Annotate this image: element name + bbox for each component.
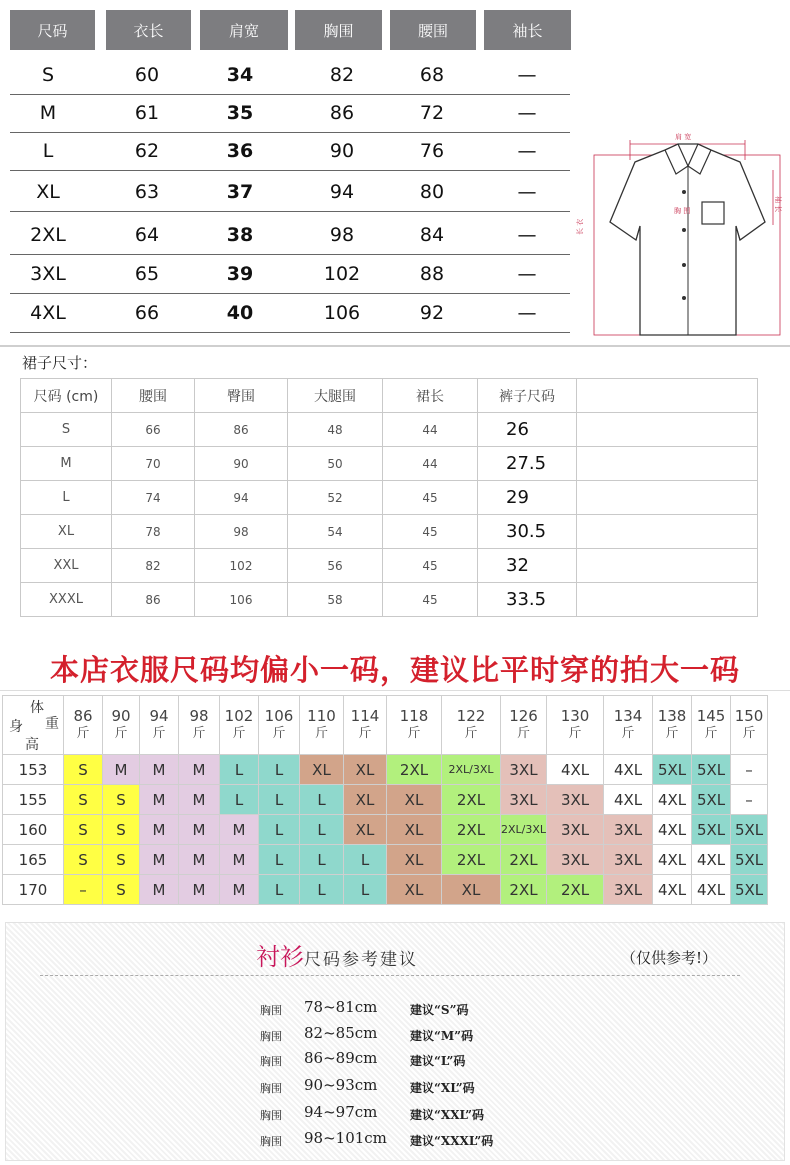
blouse-row-suggestion: 建议“S”码 (410, 1003, 469, 1017)
weight-value: 126 (509, 707, 538, 725)
blouse-note: （仅供参考!） (621, 949, 718, 967)
weight-unit: 斤 (742, 726, 756, 741)
size-cell: 2XL (387, 755, 442, 785)
weight-value: 86 (73, 707, 93, 725)
skirt-table-cell: S (21, 413, 112, 447)
shirt-table-cell: 90 (329, 140, 355, 162)
corner-height-label: 身 (9, 719, 23, 735)
size-cell: XL (387, 785, 442, 815)
height-row (3, 845, 768, 875)
shirt-table-cell: — (517, 263, 537, 285)
shirt-table-cell: — (517, 102, 537, 124)
blouse-row (6, 996, 784, 1020)
weight-value: 102 (224, 707, 254, 725)
size-cell: XL (442, 875, 501, 905)
size-cell: 5XL (731, 875, 768, 905)
shirt-header-cell: 袖长 (484, 10, 571, 50)
size-cell: 4XL (604, 755, 653, 785)
blouse-row-label: 胸围 (260, 1082, 282, 1095)
blouse-row-suggestion: 建议“XXL”码 (410, 1108, 484, 1122)
weight-header-cell (103, 696, 140, 755)
size-cell: 4XL (653, 845, 692, 875)
blouse-suggestion-panel (5, 922, 785, 1161)
size-cell: 4XL (653, 875, 692, 905)
blouse-title (256, 937, 418, 972)
size-cell: 2XL (547, 875, 604, 905)
height-label-cell: 155 (3, 785, 64, 815)
skirt-table-cell: XXL (21, 549, 112, 583)
size-cell: 5XL (731, 845, 768, 875)
skirt-title: 裙子尺寸： (22, 354, 98, 372)
skirt-table-cell: 44 (383, 413, 478, 447)
size-cell: L (259, 785, 300, 815)
blouse-row-label: 胸围 (260, 1109, 282, 1122)
shirt-table-cell: 34 (226, 64, 254, 86)
size-notice: 本店衣服尺码均偏小一码，建议比平时穿的拍大一码 (49, 653, 740, 687)
shirt-table-cell: 37 (226, 181, 254, 203)
size-cell: L (259, 815, 300, 845)
size-cell: 3XL (501, 785, 547, 815)
weight-value: 94 (149, 707, 169, 725)
skirt-table-cell: 45 (383, 549, 478, 583)
height-row (3, 815, 768, 845)
size-cell: M (179, 845, 220, 875)
size-cell: 2XL (442, 815, 501, 845)
size-cell: 3XL (604, 815, 653, 845)
shirt-table-cell: 60 (134, 64, 160, 86)
weight-unit: 斤 (621, 726, 635, 741)
size-cell: XL (387, 815, 442, 845)
weight-header-cell (442, 696, 501, 755)
skirt-header-cell: 大腿围 (288, 379, 383, 413)
weight-header-cell (179, 696, 220, 755)
shirt-table-cell: L (42, 140, 54, 162)
skirt-table-cell: 45 (383, 583, 478, 617)
weight-header-cell (140, 696, 179, 755)
blouse-row-range: 78~81cm (304, 998, 378, 1016)
skirt-table-cell: 52 (288, 481, 383, 515)
blouse-row (6, 1074, 784, 1098)
size-cell: 5XL (692, 785, 731, 815)
shirt-table-cell: 92 (419, 302, 445, 324)
blouse-row-suggestion: 建议“M”码 (410, 1029, 474, 1043)
height-label-cell: 160 (3, 815, 64, 845)
shirt-table-cell: — (517, 181, 537, 203)
skirt-table-cell: 48 (288, 413, 383, 447)
size-cell: S (103, 815, 140, 845)
skirt-table-cell: 33.5 (478, 583, 577, 617)
size-cell: M (179, 815, 220, 845)
size-cell: – (731, 785, 768, 815)
shirt-table-cell: 72 (419, 102, 445, 124)
height-label-cell: 170 (3, 875, 64, 905)
shirt-table-row (10, 255, 570, 294)
blouse-row-suggestion: 建议“XL”码 (410, 1081, 475, 1095)
shirt-table-cell: 76 (419, 140, 445, 162)
skirt-header-cell: 臀围 (195, 379, 288, 413)
weight-unit: 斤 (192, 726, 206, 741)
size-cell: S (64, 755, 103, 785)
size-cell: XL (300, 755, 344, 785)
size-cell: XL (387, 875, 442, 905)
skirt-table-cell: 78 (112, 515, 195, 549)
size-cell: L (344, 845, 387, 875)
skirt-table-cell: 86 (112, 583, 195, 617)
shirt-table-cell: M (39, 102, 57, 124)
shirt-table-row (10, 216, 570, 255)
size-cell: L (300, 815, 344, 845)
blouse-row-suggestion: 建议“XXXL”码 (410, 1134, 494, 1148)
shirt-table-cell: 65 (134, 263, 160, 285)
weight-unit: 斤 (232, 726, 246, 741)
skirt-table-row (21, 413, 758, 447)
size-cell: M (220, 815, 259, 845)
skirt-empty-cell (577, 447, 758, 481)
skirt-empty-cell (577, 515, 758, 549)
shirt-table-cell: S (41, 64, 55, 86)
skirt-table-cell: 30.5 (478, 515, 577, 549)
shirt-table-cell: 40 (226, 302, 254, 324)
weight-header-cell (653, 696, 692, 755)
size-cell: M (140, 815, 179, 845)
weight-header-cell (300, 696, 344, 755)
skirt-empty-cell (577, 379, 758, 413)
skirt-table-cell: XL (21, 515, 112, 549)
skirt-header-cell: 腰围 (112, 379, 195, 413)
weight-value: 118 (399, 707, 429, 725)
shirt-table-cell: — (517, 140, 537, 162)
size-cell: 3XL (501, 755, 547, 785)
size-cell: 4XL (653, 785, 692, 815)
size-cell: L (259, 875, 300, 905)
size-cell: XL (344, 785, 387, 815)
weight-header-cell (387, 696, 442, 755)
size-cell: S (64, 845, 103, 875)
skirt-table-row (21, 583, 758, 617)
weight-value: 90 (111, 707, 131, 725)
shirt-header-cell: 尺码 (10, 10, 95, 50)
size-cell: M (220, 845, 259, 875)
skirt-table-row (21, 549, 758, 583)
shirt-table-row (10, 294, 570, 333)
shirt-header-cell: 肩宽 (200, 10, 288, 50)
blouse-row (6, 1047, 784, 1071)
chest-label: 胸 围 (674, 207, 691, 215)
size-cell: L (259, 755, 300, 785)
weight-header-cell (220, 696, 259, 755)
size-cell: 3XL (547, 815, 604, 845)
weight-value: 114 (350, 707, 380, 725)
shirt-table-cell: 62 (134, 140, 160, 162)
size-cell: 4XL (604, 785, 653, 815)
blouse-row-range: 94~97cm (304, 1103, 378, 1121)
skirt-header-cell: 裤子尺码 (478, 379, 577, 413)
weight-value: 145 (696, 707, 726, 725)
blouse-row-label: 胸围 (260, 1135, 282, 1148)
shirt-header-cell: 胸围 (295, 10, 382, 50)
weight-header-cell (692, 696, 731, 755)
skirt-table-cell: 54 (288, 515, 383, 549)
weight-value: 98 (189, 707, 209, 725)
size-cell: S (103, 875, 140, 905)
height-label-cell: 165 (3, 845, 64, 875)
sleeve-label: 袖 长 (774, 196, 782, 213)
size-cell: 5XL (692, 815, 731, 845)
shirt-table-cell: 61 (134, 102, 160, 124)
size-cell: 4XL (653, 815, 692, 845)
weight-value: 150 (734, 707, 764, 725)
weight-unit: 斤 (704, 726, 718, 741)
skirt-table-cell: XXXL (21, 583, 112, 617)
size-cell: L (300, 845, 344, 875)
skirt-table-cell: 94 (195, 481, 288, 515)
blouse-row-suggestion: 建议“L”码 (410, 1054, 466, 1068)
size-cell: 3XL (547, 845, 604, 875)
shirt-table-cell: 64 (134, 224, 160, 246)
shoulder-label: 肩 宽 (675, 133, 692, 141)
size-cell: M (140, 875, 179, 905)
size-cell: XL (387, 845, 442, 875)
size-cell: – (64, 875, 103, 905)
blouse-title-highlight: 衬衫 (256, 943, 304, 971)
shirt-table-cell: 63 (134, 181, 160, 203)
shirt-table-row (10, 56, 570, 95)
weight-unit: 斤 (272, 726, 286, 741)
size-cell: L (344, 875, 387, 905)
size-cell: XL (344, 815, 387, 845)
height-row (3, 785, 768, 815)
shirt-table-cell: 38 (226, 224, 254, 246)
blouse-row-range: 90~93cm (304, 1076, 378, 1094)
shirt-table-cell: 98 (329, 224, 355, 246)
height-label-cell: 153 (3, 755, 64, 785)
corner-height-label-2: 高 (25, 737, 39, 753)
blouse-row-range: 98~101cm (304, 1129, 387, 1147)
shirt-table-cell: — (517, 64, 537, 86)
skirt-empty-cell (577, 549, 758, 583)
size-cell: M (220, 875, 259, 905)
size-cell: L (300, 875, 344, 905)
weight-unit: 斤 (76, 726, 90, 741)
blouse-row (6, 1022, 784, 1046)
weight-unit: 斤 (568, 726, 582, 741)
height-row (3, 875, 768, 905)
skirt-size-table (20, 378, 758, 617)
shirt-table-cell: — (517, 302, 537, 324)
weight-header-cell (64, 696, 103, 755)
skirt-table-row (21, 447, 758, 481)
weight-unit: 斤 (665, 726, 679, 741)
section-divider (0, 345, 790, 347)
size-cell: – (731, 755, 768, 785)
size-cell: 2XL (501, 875, 547, 905)
skirt-table-cell: 44 (383, 447, 478, 481)
weight-header-cell (731, 696, 768, 755)
size-cell: L (300, 785, 344, 815)
shirt-table-cell: 102 (323, 263, 361, 285)
skirt-table-cell: 32 (478, 549, 577, 583)
skirt-table-cell: 50 (288, 447, 383, 481)
shirt-table-cell: 106 (323, 302, 361, 324)
shirt-table-cell: 88 (419, 263, 445, 285)
size-cell: L (220, 785, 259, 815)
shirt-table-row (10, 173, 570, 212)
skirt-empty-cell (577, 413, 758, 447)
weight-header-cell (259, 696, 300, 755)
size-cell: S (103, 785, 140, 815)
shirt-size-section (0, 0, 790, 345)
weight-value: 122 (456, 707, 486, 725)
blouse-row-label: 胸围 (260, 1004, 282, 1017)
skirt-table-row (21, 515, 758, 549)
size-cell: M (179, 755, 220, 785)
size-cell: 5XL (653, 755, 692, 785)
skirt-table-cell: 98 (195, 515, 288, 549)
shirt-table-cell: 68 (419, 64, 445, 86)
size-cell: 2XL/3XL (501, 815, 547, 845)
shirt-table-cell: 4XL (30, 302, 66, 324)
length-label: 长 衣 (576, 218, 584, 235)
shirt-table-cell: 80 (419, 181, 445, 203)
skirt-table-cell: 90 (195, 447, 288, 481)
size-cell: M (103, 755, 140, 785)
skirt-table-cell: 45 (383, 515, 478, 549)
notice-divider (0, 690, 790, 691)
size-cell: 3XL (547, 785, 604, 815)
corner-weight-label: 体 (30, 700, 44, 716)
size-cell: 5XL (692, 755, 731, 785)
skirt-table-cell: 86 (195, 413, 288, 447)
size-cell: M (179, 785, 220, 815)
size-cell: S (64, 785, 103, 815)
blouse-divider (40, 975, 740, 976)
skirt-table-cell: 66 (112, 413, 195, 447)
blouse-row-label: 胸围 (260, 1030, 282, 1043)
weight-unit: 斤 (152, 726, 166, 741)
blouse-row (6, 1127, 784, 1151)
size-cell: M (179, 875, 220, 905)
weight-unit: 斤 (314, 726, 328, 741)
shirt-table-row (10, 94, 570, 133)
blouse-row (6, 1101, 784, 1125)
height-row (3, 755, 768, 785)
size-cell: M (140, 845, 179, 875)
size-cell: 3XL (604, 845, 653, 875)
size-cell: S (103, 845, 140, 875)
weight-value: 130 (560, 707, 590, 725)
blouse-row-range: 82~85cm (304, 1024, 378, 1042)
size-cell: 3XL (604, 875, 653, 905)
blouse-row-range: 86~89cm (304, 1049, 378, 1067)
shirt-measurement-diagram (576, 130, 785, 340)
skirt-table-cell: 58 (288, 583, 383, 617)
shirt-table-cell: 2XL (30, 224, 66, 246)
skirt-table-cell: L (21, 481, 112, 515)
size-cell: 2XL (501, 845, 547, 875)
size-cell: 4XL (692, 845, 731, 875)
shirt-table-cell: — (517, 224, 537, 246)
skirt-table-cell: 106 (195, 583, 288, 617)
skirt-table-cell: 102 (195, 549, 288, 583)
size-cell: 2XL/3XL (442, 755, 501, 785)
shirt-header-cell: 腰围 (390, 10, 476, 50)
shirt-table-cell: 82 (329, 64, 355, 86)
skirt-empty-cell (577, 481, 758, 515)
shirt-table-cell: 3XL (30, 263, 66, 285)
weight-value: 106 (264, 707, 294, 725)
size-cell: XL (344, 755, 387, 785)
shirt-table-cell: 86 (329, 102, 355, 124)
weight-unit: 斤 (464, 726, 478, 741)
size-cell: 4XL (692, 875, 731, 905)
shirt-table-cell: 94 (329, 181, 355, 203)
size-cell: M (140, 785, 179, 815)
skirt-table-cell: 29 (478, 481, 577, 515)
weight-header-cell (547, 696, 604, 755)
skirt-header-cell: 尺码 (cm) (21, 379, 112, 413)
blouse-row-label: 胸围 (260, 1055, 282, 1068)
size-cell: 2XL (442, 845, 501, 875)
weight-header-cell (604, 696, 653, 755)
corner-weight-label-2: 重 (45, 716, 59, 732)
size-cell: 5XL (731, 815, 768, 845)
skirt-table-cell: 27.5 (478, 447, 577, 481)
size-cell: L (220, 755, 259, 785)
weight-value: 138 (657, 707, 687, 725)
weight-value: 110 (307, 707, 336, 725)
shirt-table-cell: XL (36, 181, 60, 203)
size-cell: L (259, 845, 300, 875)
shirt-table-row (10, 132, 570, 171)
weight-unit: 斤 (407, 726, 421, 741)
shirt-table-cell: 66 (134, 302, 160, 324)
weight-unit: 斤 (358, 726, 372, 741)
shirt-table-cell: 84 (419, 224, 445, 246)
shirt-table-cell: 36 (226, 140, 254, 162)
size-cell: M (140, 755, 179, 785)
size-cell: 2XL (442, 785, 501, 815)
size-cell: 4XL (547, 755, 604, 785)
skirt-table-cell: 45 (383, 481, 478, 515)
skirt-table-cell: 56 (288, 549, 383, 583)
skirt-table-cell: 26 (478, 413, 577, 447)
height-weight-grid (2, 695, 768, 905)
skirt-table-row (21, 481, 758, 515)
shirt-table-cell: 35 (226, 102, 254, 124)
skirt-table-cell: 82 (112, 549, 195, 583)
shirt-header-cell: 衣长 (106, 10, 191, 50)
skirt-header-cell: 裙长 (383, 379, 478, 413)
weight-unit: 斤 (114, 726, 128, 741)
weight-header-cell (501, 696, 547, 755)
size-cell: S (64, 815, 103, 845)
skirt-table-cell: 74 (112, 481, 195, 515)
blouse-title-rest: 尺码参考建议 (304, 950, 418, 970)
weight-unit: 斤 (517, 726, 531, 741)
shirt-table-cell: 39 (226, 263, 254, 285)
skirt-table-cell: 70 (112, 447, 195, 481)
skirt-empty-cell (577, 583, 758, 617)
weight-header-cell (344, 696, 387, 755)
grid-corner-cell (3, 696, 64, 755)
weight-value: 134 (613, 707, 643, 725)
skirt-table-cell: M (21, 447, 112, 481)
